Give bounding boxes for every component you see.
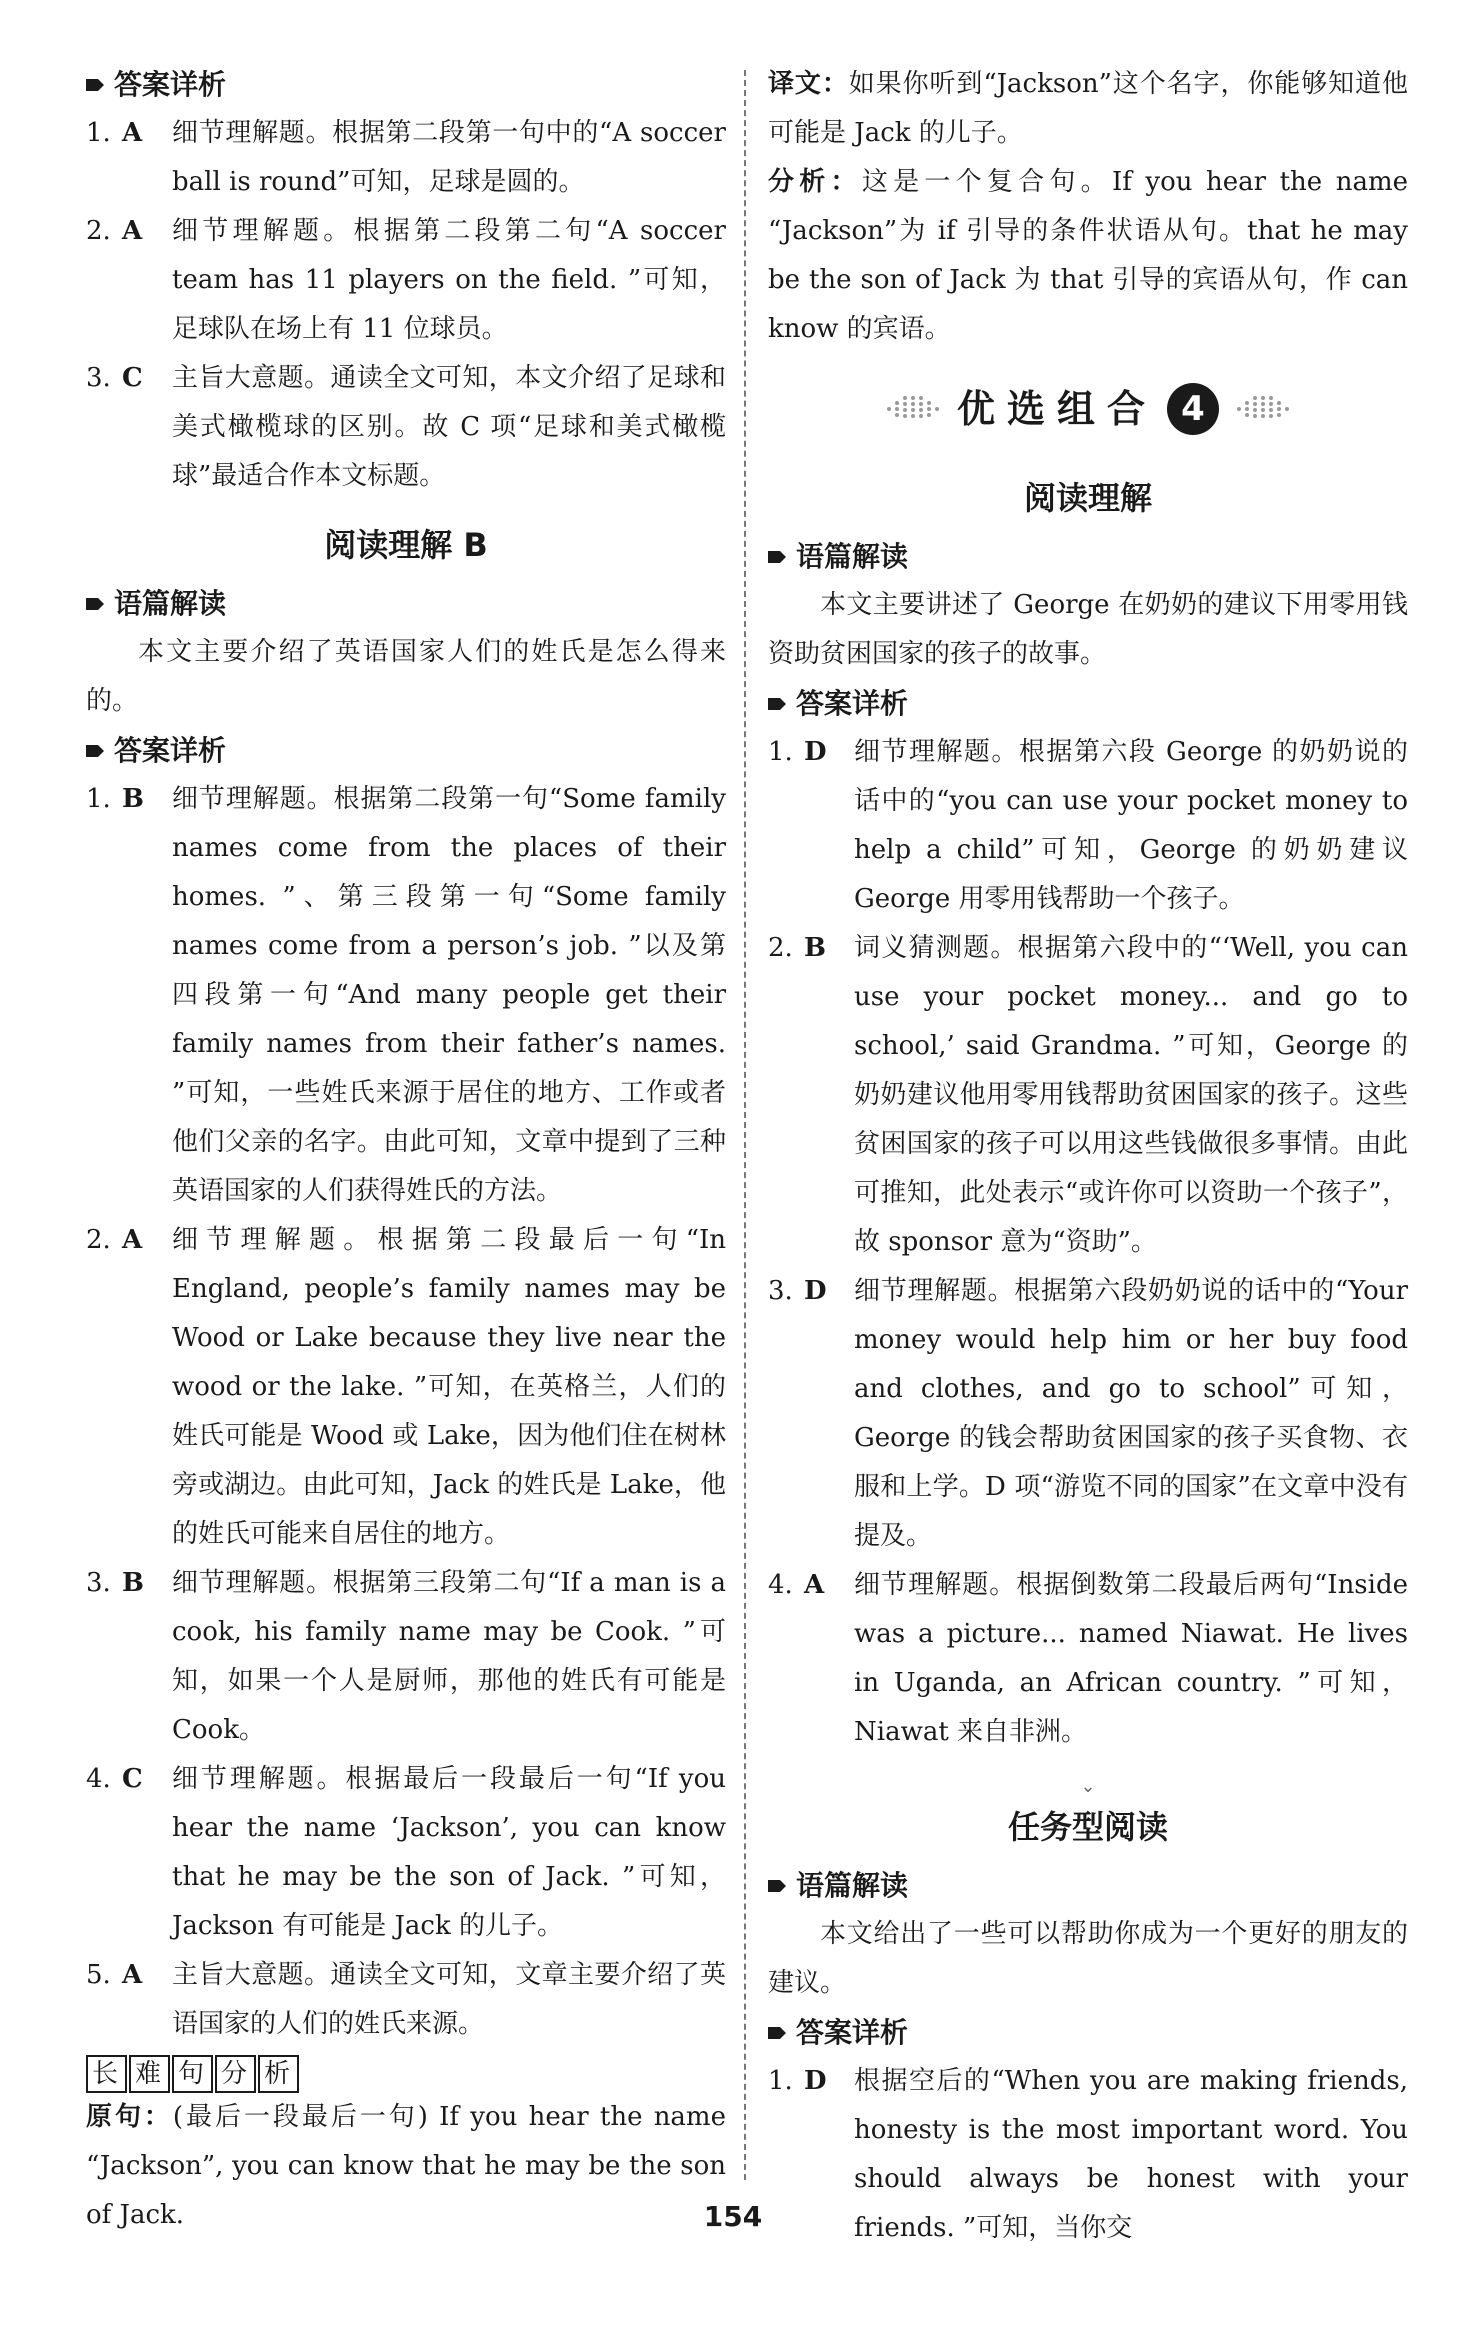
answer-letter: D	[804, 1276, 827, 1306]
discourse-summary: 本文主要介绍了英语国家人们的姓氏是怎么得来的。	[86, 637, 726, 716]
answer-explanation: 细节理解题。根据第六段 George 的奶奶说的话中的“you can use your pocket money to help a child”可知，George 的奶奶建议 George 用零用钱帮助一个孩子。	[854, 737, 1408, 914]
answer-item	[86, 1216, 726, 1559]
answer-item	[86, 354, 726, 501]
discourse-summary: 本文主要讲述了 George 在奶奶的建议下用零用钱资助贫困国家的孩子的故事。	[768, 590, 1408, 669]
answer-letter: D	[804, 737, 827, 767]
answer-letter: A	[122, 1225, 143, 1255]
arrow-marker-icon	[768, 2025, 788, 2041]
label-char: 句	[172, 2055, 213, 2093]
label-char: 难	[129, 2055, 170, 2093]
answer-letter: B	[804, 933, 826, 963]
section-banner	[768, 364, 1408, 454]
analysis: 分析：这是一个复合句。If you hear the name “Jackson”为 if 引导的条件状语从句。that he may be the son of Jack 为 that 引导的宾语从句，作 can know 的宾语。	[768, 167, 1408, 344]
answer-letter: A	[122, 1960, 143, 1990]
answer-item	[86, 775, 726, 1216]
answer-letter: D	[804, 2066, 827, 2096]
item-number: 4.	[768, 1570, 793, 1600]
answer-list-b	[86, 775, 726, 2049]
item-number: 2.	[768, 933, 793, 963]
arrow-marker-icon	[86, 77, 106, 93]
section-label-answers: 答案详析	[768, 679, 1408, 728]
item-number: 3.	[86, 363, 111, 393]
answer-letter: B	[122, 1568, 144, 1598]
item-number: 3.	[86, 1568, 111, 1598]
answer-explanation: 主旨大意题。通读全文可知，文章主要介绍了英语国家的人们的姓氏来源。	[172, 1960, 726, 2039]
arrow-marker-icon	[86, 596, 106, 612]
answer-explanation: 词义猜测题。根据第六段中的“‘Well, you can use your pocket money... and go to school,’ said Grandma. ”可知，George 的奶奶建议他用零用钱帮助贫困国家的孩子。这些贫困国家的孩子可以用这些钱做很多事情。由此可推知，此处表示“或许你可以资助一个孩子”，故 sponsor 意为“资助”。	[854, 933, 1408, 1257]
answer-explanation: 细节理解题。根据第二段最后一句“In England, people’s family names may be Wood or Lake because they live near the wood or the lake. ”可知，在英格兰，人们的姓氏可能是 Wood 或 Lake，因为他们住在树林旁或湖边。由此可知，Jack 的姓氏是 Lake，他的姓氏可能来自居住的地方。	[172, 1225, 726, 1549]
item-number: 3.	[768, 1276, 793, 1306]
left-column	[86, 60, 726, 2240]
answer-item	[768, 1267, 1408, 1561]
discourse-summary: 本文给出了一些可以帮助你成为一个更好的朋友的建议。	[768, 1919, 1408, 1998]
answer-item	[86, 109, 726, 207]
banner-number-badge: 4	[1167, 383, 1219, 435]
answer-item	[86, 207, 726, 354]
label-char: 析	[258, 2055, 299, 2093]
page-number: 154	[703, 2200, 763, 2233]
translation: 译文：如果你听到“Jackson”这个名字，你能够知道他可能是 Jack 的儿子。	[768, 69, 1408, 148]
answer-item	[768, 1561, 1408, 1757]
original-sentence: 原句：(最后一段最后一句) If you hear the name “Jackson”, you can know that he may be the son of Jack.	[86, 2102, 726, 2230]
right-column	[768, 60, 1408, 2253]
item-number: 5.	[86, 1960, 111, 1990]
answer-item	[768, 728, 1408, 924]
section-heading-reading: 阅读理解	[1023, 479, 1152, 517]
section-heading-b: 阅读理解 B	[324, 526, 488, 564]
dot-pattern-icon	[1235, 394, 1291, 424]
section-heading-task: 任务型阅读	[1007, 1808, 1168, 1846]
answer-explanation: 细节理解题。根据第二段第二句“A soccer team has 11 players on the field. ”可知，足球队在场上有 11 位球员。	[172, 216, 726, 344]
answer-explanation: 根据空后的“When you are making friends, honesty is the most important word. You should always be honest with your friends. ”可知，当你交	[854, 2066, 1408, 2243]
arrow-marker-icon	[768, 696, 788, 712]
answer-item	[86, 1559, 726, 1755]
arrow-marker-icon	[768, 549, 788, 565]
item-number: 1.	[86, 784, 111, 814]
answer-explanation: 细节理解题。根据最后一段最后一句“If you hear the name ‘Jackson’, you can know that he may be the son of Jack. ”可知，Jackson 有可能是 Jack 的儿子。	[172, 1764, 726, 1941]
section-label-discourse: 语篇解读	[768, 1861, 1408, 1910]
answer-item	[86, 1951, 726, 2049]
answer-explanation: 细节理解题。根据倒数第二段最后两句“Inside was a picture... named Niawat. He lives in Uganda, an African country. ”可知，Niawat 来自非洲。	[854, 1570, 1408, 1747]
column-divider	[744, 70, 746, 2180]
item-number: 1.	[768, 737, 793, 767]
answer-explanation: 细节理解题。根据第二段第一句“Some family names come from the places of their homes. ”、第三段第一句“Some family names come from a person’s job. ”以及第四段第一句“And many people get their family names from their father’s names. ”可知，一些姓氏来源于居住的地方、工作或者他们父亲的名字。由此可知，文章中提到了三种英语国家的人们获得姓氏的方法。	[172, 784, 726, 1206]
chevron-down-icon: ⌄	[1080, 1776, 1096, 1797]
arrow-marker-icon	[86, 743, 106, 759]
section-label-answers: 答案详析	[86, 60, 726, 109]
answer-explanation: 细节理解题。根据第二段第一句中的“A soccer ball is round”可知，足球是圆的。	[172, 118, 726, 197]
banner-title: 优选组合	[956, 386, 1157, 431]
label-char: 长	[86, 2055, 127, 2093]
answer-list-reading	[768, 728, 1408, 1757]
long-sentence-analysis-label	[86, 2055, 726, 2093]
answer-explanation: 主旨大意题。通读全文可知，本文介绍了足球和美式橄榄球的区别。故 C 项“足球和美式橄榄球”最适合作本文标题。	[172, 363, 726, 491]
answer-explanation: 细节理解题。根据第六段奶奶说的话中的“Your money would help him or her buy food and clothes, and go to school”可知，George 的钱会帮助贫困国家的孩子买食物、衣服和上学。D 项“游览不同的国家”在文章中没有提及。	[854, 1276, 1408, 1551]
answer-letter: B	[122, 784, 144, 814]
answer-list-a	[86, 109, 726, 501]
label-char: 分	[215, 2055, 256, 2093]
answer-letter: A	[122, 118, 143, 148]
section-label-answers: 答案详析	[768, 2008, 1408, 2057]
answer-letter: A	[804, 1570, 825, 1600]
section-label-discourse: 语篇解读	[768, 532, 1408, 581]
answer-letter: A	[122, 216, 143, 246]
item-number: 2.	[86, 216, 111, 246]
item-number: 1.	[768, 2066, 793, 2096]
answer-letter: C	[122, 1764, 143, 1794]
answer-explanation: 细节理解题。根据第三段第二句“If a man is a cook, his family name may be Cook. ”可知，如果一个人是厨师，那他的姓氏有可能是 Cook。	[172, 1568, 726, 1745]
section-label-discourse: 语篇解读	[86, 579, 726, 628]
answer-letter: C	[122, 363, 143, 393]
item-number: 4.	[86, 1764, 111, 1794]
answer-item	[768, 924, 1408, 1267]
dot-pattern-icon	[885, 394, 941, 424]
section-label-answers: 答案详析	[86, 726, 726, 775]
item-number: 1.	[86, 118, 111, 148]
answer-item	[86, 1755, 726, 1951]
arrow-marker-icon	[768, 1878, 788, 1894]
item-number: 2.	[86, 1225, 111, 1255]
